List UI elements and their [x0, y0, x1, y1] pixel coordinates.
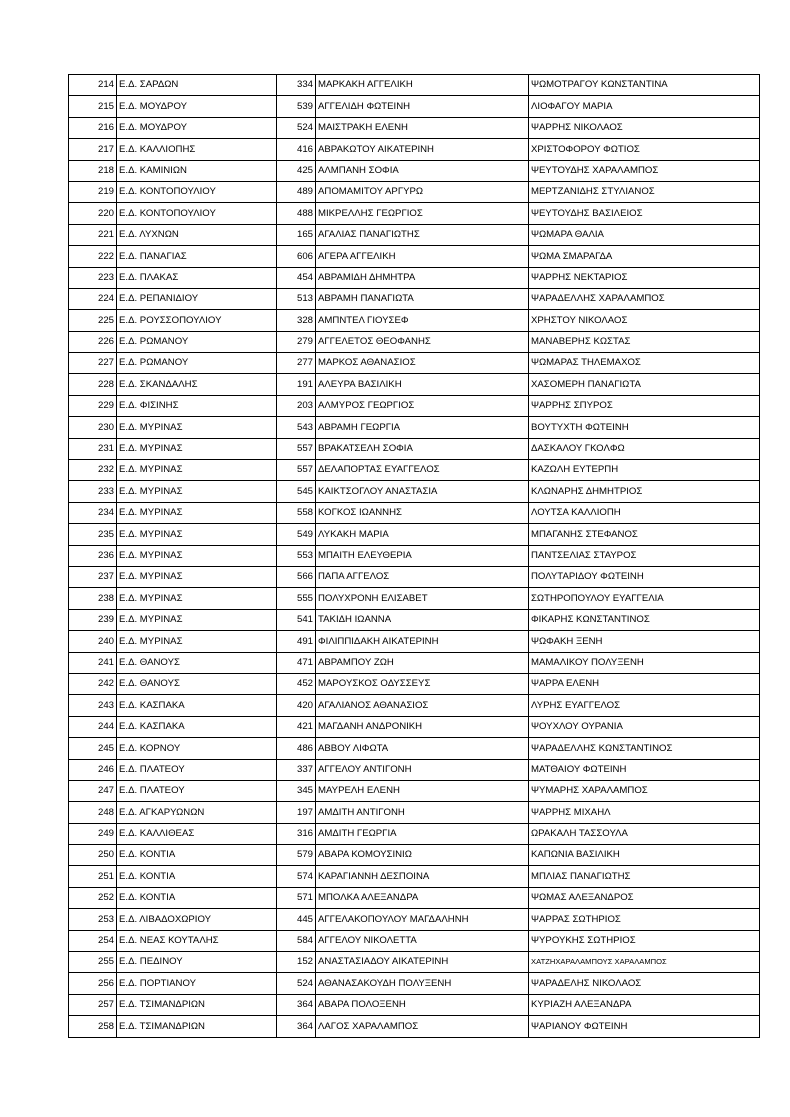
table-row	[69, 994, 760, 1015]
row-number-cell: 244	[69, 716, 117, 737]
code-cell: 543	[277, 417, 316, 438]
table-row	[69, 652, 760, 673]
row-number-cell: 225	[69, 310, 117, 331]
second-person-name-cell: ΨΥΡΟΥΚΗΣ ΣΩΤΗΡΙΟΣ	[529, 930, 760, 951]
area-cell: Ε.Δ. ΚΑΛΛΙΘΕΑΣ	[117, 823, 277, 844]
person-name-cell: ΜΙΚΡΕΛΛΗΣ ΓΕΩΡΓΙΟΣ	[316, 203, 529, 224]
row-number-cell: 221	[69, 224, 117, 245]
row-number-cell: 252	[69, 887, 117, 908]
person-name-cell: ΑΛΜΥΡΟΣ ΓΕΩΡΓΙΟΣ	[316, 395, 529, 416]
table-row	[69, 524, 760, 545]
table-row	[69, 353, 760, 374]
area-cell: Ε.Δ. ΜΥΡΙΝΑΣ	[117, 438, 277, 459]
area-cell: Ε.Δ. ΠΕΔΙΝΟΥ	[117, 952, 277, 973]
table-row	[69, 845, 760, 866]
second-person-name-cell: ΜΕΡΤΖΑΝΙΔΗΣ ΣΤΥΛΙΑΝΟΣ	[529, 181, 760, 202]
row-number-cell: 253	[69, 909, 117, 930]
person-name-cell: ΜΑΡΚΑΚΗ ΑΓΓΕΛΙΚΗ	[316, 75, 529, 96]
code-cell: 337	[277, 759, 316, 780]
code-cell: 513	[277, 288, 316, 309]
row-number-cell: 241	[69, 652, 117, 673]
second-person-name-cell: ΨΑΡΡΗΣ ΜΙΧΑΗΛ	[529, 802, 760, 823]
table-row	[69, 96, 760, 117]
area-cell: Ε.Δ. ΡΩΜΑΝΟΥ	[117, 353, 277, 374]
second-person-name-cell: ΠΟΛΥΤΑΡΙΔΟΥ ΦΩΤΕΙΝΗ	[529, 566, 760, 587]
person-name-cell: ΜΑΥΡΕΛΗ ΕΛΕΝΗ	[316, 780, 529, 801]
row-number-cell: 247	[69, 780, 117, 801]
row-number-cell: 228	[69, 374, 117, 395]
person-name-cell: ΜΑΙΣΤΡΑΚΗ ΕΛΕΝΗ	[316, 117, 529, 138]
code-cell: 421	[277, 716, 316, 737]
person-name-cell: ΑΓΑΛΙΑΝΟΣ ΑΘΑΝΑΣΙΟΣ	[316, 695, 529, 716]
code-cell: 524	[277, 117, 316, 138]
table-row	[69, 823, 760, 844]
code-cell: 557	[277, 460, 316, 481]
area-cell: Ε.Δ. ΜΥΡΙΝΑΣ	[117, 460, 277, 481]
row-number-cell: 234	[69, 502, 117, 523]
row-number-cell: 222	[69, 246, 117, 267]
table-row	[69, 973, 760, 994]
row-number-cell: 245	[69, 738, 117, 759]
area-cell: Ε.Δ. ΣΑΡΔΩΝ	[117, 75, 277, 96]
second-person-name-cell: ΜΑΜΑΛΙΚΟΥ ΠΟΛΥΞΕΝΗ	[529, 652, 760, 673]
second-person-name-cell: ΨΩΜΟΤΡΑΓΟΥ ΚΩΝΣΤΑΝΤΙΝΑ	[529, 75, 760, 96]
code-cell: 541	[277, 609, 316, 630]
person-name-cell: ΤΑΚΙΔΗ ΙΩΑΝΝΑ	[316, 609, 529, 630]
code-cell: 425	[277, 160, 316, 181]
second-person-name-cell: ΨΩΜΑ ΣΜΑΡΑΓΔΑ	[529, 246, 760, 267]
second-person-name-cell: ΧΑΣΟΜΕΡΗ ΠΑΝΑΓΙΩΤΑ	[529, 374, 760, 395]
person-name-cell: ΜΑΡΚΟΣ ΑΘΑΝΑΣΙΟΣ	[316, 353, 529, 374]
code-cell: 454	[277, 267, 316, 288]
code-cell: 416	[277, 139, 316, 160]
person-name-cell: ΑΒΑΡΑ ΚΟΜΟΥΣΙΝΙΩ	[316, 845, 529, 866]
table-row	[69, 930, 760, 951]
table-row	[69, 673, 760, 694]
table-row	[69, 117, 760, 138]
area-cell: Ε.Δ. ΘΑΝΟΥΣ	[117, 652, 277, 673]
table-row	[69, 545, 760, 566]
second-person-name-cell: ΣΩΤΗΡΟΠΟΥΛΟΥ ΕΥΑΓΓΕΛΙΑ	[529, 588, 760, 609]
table-row	[69, 331, 760, 352]
code-cell: 471	[277, 652, 316, 673]
person-name-cell: ΑΒΡΑΜΠΟΥ ΖΩΗ	[316, 652, 529, 673]
person-name-cell: ΑΜΔΙΤΗ ΑΝΤΙΓΟΝΗ	[316, 802, 529, 823]
area-cell: Ε.Δ. ΜΟΥΔΡΟΥ	[117, 117, 277, 138]
second-person-name-cell: ΨΑΡΡΗΣ ΝΙΚΟΛΑΟΣ	[529, 117, 760, 138]
second-person-name-cell: ΨΑΡΑΔΕΛΗΣ ΝΙΚΟΛΑΟΣ	[529, 973, 760, 994]
area-cell: Ε.Δ. ΚΑΣΠΑΚΑ	[117, 716, 277, 737]
document-table	[68, 74, 760, 1038]
person-name-cell: ΛΥΚΑΚΗ ΜΑΡΙΑ	[316, 524, 529, 545]
table-row	[69, 887, 760, 908]
area-cell: Ε.Δ. ΚΟΝΤΟΠΟΥΛΙΟΥ	[117, 181, 277, 202]
table-row	[69, 502, 760, 523]
second-person-name-cell: ΨΩΜΑΣ ΑΛΕΞΑΝΔΡΟΣ	[529, 887, 760, 908]
second-person-name-cell: ΜΑΤΘΑΙΟΥ ΦΩΤΕΙΝΗ	[529, 759, 760, 780]
code-cell: 584	[277, 930, 316, 951]
area-cell: Ε.Δ. ΚΟΝΤΟΠΟΥΛΙΟΥ	[117, 203, 277, 224]
area-cell: Ε.Δ. ΠΛΑΤΕΟΥ	[117, 759, 277, 780]
code-cell: 452	[277, 673, 316, 694]
row-number-cell: 214	[69, 75, 117, 96]
row-number-cell: 223	[69, 267, 117, 288]
row-number-cell: 218	[69, 160, 117, 181]
person-name-cell: ΑΓΓΕΛΑΚΟΠΟΥΛΟΥ ΜΑΓΔΑΛΗΝΗ	[316, 909, 529, 930]
code-cell: 606	[277, 246, 316, 267]
row-number-cell: 238	[69, 588, 117, 609]
code-cell: 165	[277, 224, 316, 245]
code-cell: 334	[277, 75, 316, 96]
code-cell: 486	[277, 738, 316, 759]
code-cell: 328	[277, 310, 316, 331]
person-name-cell: ΜΑΡΟΥΣΚΟΣ ΟΔΥΣΣΕΥΣ	[316, 673, 529, 694]
code-cell: 557	[277, 438, 316, 459]
area-cell: Ε.Δ. ΜΥΡΙΝΑΣ	[117, 631, 277, 652]
row-number-cell: 242	[69, 673, 117, 694]
code-cell: 197	[277, 802, 316, 823]
person-name-cell: ΑΒΒΟΥ ΛΙΦΩΤΑ	[316, 738, 529, 759]
code-cell: 316	[277, 823, 316, 844]
row-number-cell: 243	[69, 695, 117, 716]
person-name-cell: ΑΓΓΕΛΟΥ ΝΙΚΟΛΕΤΤΑ	[316, 930, 529, 951]
area-cell: Ε.Δ. ΦΙΣΙΝΗΣ	[117, 395, 277, 416]
person-name-cell: ΑΛΕΥΡΑ ΒΑΣΙΛΙΚΗ	[316, 374, 529, 395]
row-number-cell: 240	[69, 631, 117, 652]
row-number-cell: 249	[69, 823, 117, 844]
second-person-name-cell: ΩΡΑΚΑΛΗ ΤΑΣΣΟΥΛΑ	[529, 823, 760, 844]
table-row	[69, 310, 760, 331]
person-name-cell: ΑΓΕΡΑ ΑΓΓΕΛΙΚΗ	[316, 246, 529, 267]
second-person-name-cell: ΨΩΜΑΡΑΣ ΤΗΛΕΜΑΧΟΣ	[529, 353, 760, 374]
person-name-cell: ΑΒΡΑΚΩΤΟΥ ΑΙΚΑΤΕΡΙΝΗ	[316, 139, 529, 160]
area-cell: Ε.Δ. ΠΑΝΑΓΙΑΣ	[117, 246, 277, 267]
area-cell: Ε.Δ. ΜΥΡΙΝΑΣ	[117, 524, 277, 545]
person-name-cell: ΒΡΑΚΑΤΣΕΛΗ ΣΟΦΙΑ	[316, 438, 529, 459]
table-row	[69, 588, 760, 609]
area-cell: Ε.Δ. ΤΣΙΜΑΝΔΡΙΩΝ	[117, 1016, 277, 1037]
table-body	[69, 75, 760, 1038]
person-name-cell: ΜΠΑΙΤΗ ΕΛΕΥΘΕΡΙΑ	[316, 545, 529, 566]
code-cell: 571	[277, 887, 316, 908]
code-cell: 345	[277, 780, 316, 801]
second-person-name-cell: ΠΑΝΤΣΕΛΙΑΣ ΣΤΑΥΡΟΣ	[529, 545, 760, 566]
table-row	[69, 246, 760, 267]
person-name-cell: ΑΜΔΙΤΗ ΓΕΩΡΓΙΑ	[316, 823, 529, 844]
area-cell: Ε.Δ. ΠΛΑΤΕΟΥ	[117, 780, 277, 801]
code-cell: 491	[277, 631, 316, 652]
table-row	[69, 75, 760, 96]
area-cell: Ε.Δ. ΜΥΡΙΝΑΣ	[117, 588, 277, 609]
person-name-cell: ΑΝΑΣΤΑΣΙΑΔΟΥ ΑΙΚΑΤΕΡΙΝΗ	[316, 952, 529, 973]
area-cell: Ε.Δ. ΘΑΝΟΥΣ	[117, 673, 277, 694]
second-person-name-cell: ΨΟΥΧΛΟΥ ΟΥΡΑΝΙΑ	[529, 716, 760, 737]
row-number-cell: 217	[69, 139, 117, 160]
area-cell: Ε.Δ. ΚΟΝΤΙΑ	[117, 866, 277, 887]
code-cell: 545	[277, 481, 316, 502]
second-person-name-cell: ΒΟΥΤΥΧΤΗ ΦΩΤΕΙΝΗ	[529, 417, 760, 438]
table-row	[69, 952, 760, 973]
area-cell: Ε.Δ. ΑΓΚΑΡΥΩΝΩΝ	[117, 802, 277, 823]
table-row	[69, 716, 760, 737]
row-number-cell: 231	[69, 438, 117, 459]
code-cell: 488	[277, 203, 316, 224]
second-person-name-cell: ΨΑΡΙΑΝΟΥ ΦΩΤΕΙΝΗ	[529, 1016, 760, 1037]
second-person-name-cell: ΧΡΙΣΤΟΦΟΡΟΥ ΦΩΤΙΟΣ	[529, 139, 760, 160]
person-name-cell: ΜΑΓΔΑΝΗ ΑΝΔΡΟΝΙΚΗ	[316, 716, 529, 737]
second-person-name-cell: ΜΠΑΓΑΝΗΣ ΣΤΕΦΑΝΟΣ	[529, 524, 760, 545]
person-name-cell: ΠΑΠΑ ΑΓΓΕΛΟΣ	[316, 566, 529, 587]
second-person-name-cell: ΨΩΜΑΡΑ ΘΑΛΙΑ	[529, 224, 760, 245]
area-cell: Ε.Δ. ΡΕΠΑΝΙΔΙΟΥ	[117, 288, 277, 309]
second-person-name-cell: ΛΙΟΦΑΓΟΥ ΜΑΡΙΑ	[529, 96, 760, 117]
table-row	[69, 609, 760, 630]
area-cell: Ε.Δ. ΚΟΡΝΟΥ	[117, 738, 277, 759]
area-cell: Ε.Δ. ΡΟΥΣΣΟΠΟΥΛΙΟΥ	[117, 310, 277, 331]
code-cell: 539	[277, 96, 316, 117]
table-row	[69, 566, 760, 587]
second-person-name-cell: ΚΑΖΩΛΗ ΕΥΤΕΡΠΗ	[529, 460, 760, 481]
code-cell: 364	[277, 994, 316, 1015]
area-cell: Ε.Δ. ΜΟΥΔΡΟΥ	[117, 96, 277, 117]
second-person-name-cell: ΨΑΡΡΗΣ ΣΠΥΡΟΣ	[529, 395, 760, 416]
area-cell: Ε.Δ. ΜΥΡΙΝΑΣ	[117, 417, 277, 438]
area-cell: Ε.Δ. ΡΩΜΑΝΟΥ	[117, 331, 277, 352]
area-cell: Ε.Δ. ΜΥΡΙΝΑΣ	[117, 502, 277, 523]
person-name-cell: ΠΟΛΥΧΡΟΝΗ ΕΛΙΣΑΒΕΤ	[316, 588, 529, 609]
area-cell: Ε.Δ. ΝΕΑΣ ΚΟΥΤΑΛΗΣ	[117, 930, 277, 951]
code-cell: 553	[277, 545, 316, 566]
area-cell: Ε.Δ. ΛΙΒΑΔΟΧΩΡΙΟΥ	[117, 909, 277, 930]
row-number-cell: 232	[69, 460, 117, 481]
table-row	[69, 1016, 760, 1037]
table-row	[69, 481, 760, 502]
code-cell: 555	[277, 588, 316, 609]
row-number-cell: 255	[69, 952, 117, 973]
table-row	[69, 267, 760, 288]
row-number-cell: 233	[69, 481, 117, 502]
table-row	[69, 780, 760, 801]
table-row	[69, 802, 760, 823]
person-name-cell: ΑΘΑΝΑΣΑΚΟΥΔΗ ΠΟΛΥΞΕΝΗ	[316, 973, 529, 994]
table-row	[69, 631, 760, 652]
person-name-cell: ΚΟΓΚΟΣ ΙΩΑΝΝΗΣ	[316, 502, 529, 523]
row-number-cell: 250	[69, 845, 117, 866]
row-number-cell: 246	[69, 759, 117, 780]
code-cell: 558	[277, 502, 316, 523]
person-name-cell: ΜΠΟΛΚΑ ΑΛΕΞΑΝΔΡΑ	[316, 887, 529, 908]
area-cell: Ε.Δ. ΠΟΡΤΙΑΝΟΥ	[117, 973, 277, 994]
table-row	[69, 417, 760, 438]
code-cell: 489	[277, 181, 316, 202]
code-cell: 420	[277, 695, 316, 716]
person-name-cell: ΔΕΛΑΠΟΡΤΑΣ ΕΥΑΓΓΕΛΟΣ	[316, 460, 529, 481]
table-row	[69, 909, 760, 930]
row-number-cell: 257	[69, 994, 117, 1015]
code-cell: 549	[277, 524, 316, 545]
area-cell: Ε.Δ. ΜΥΡΙΝΑΣ	[117, 481, 277, 502]
person-name-cell: ΑΒΑΡΑ ΠΟΛΟΞΕΝΗ	[316, 994, 529, 1015]
second-person-name-cell: ΨΕΥΤΟΥΔΗΣ ΧΑΡΑΛΑΜΠΟΣ	[529, 160, 760, 181]
table-row	[69, 866, 760, 887]
table-row	[69, 759, 760, 780]
person-name-cell: ΑΒΡΑΜΗ ΠΑΝΑΓΙΩΤΑ	[316, 288, 529, 309]
second-person-name-cell: ΨΑΡΡΑ ΕΛΕΝΗ	[529, 673, 760, 694]
area-cell: Ε.Δ. ΠΛΑΚΑΣ	[117, 267, 277, 288]
row-number-cell: 256	[69, 973, 117, 994]
table-row	[69, 203, 760, 224]
table-row	[69, 288, 760, 309]
person-name-cell: ΑΒΡΑΜΙΔΗ ΔΗΜΗΤΡΑ	[316, 267, 529, 288]
row-number-cell: 230	[69, 417, 117, 438]
code-cell: 277	[277, 353, 316, 374]
row-number-cell: 237	[69, 566, 117, 587]
row-number-cell: 229	[69, 395, 117, 416]
table-row	[69, 460, 760, 481]
second-person-name-cell: ΜΠΛΙΑΣ ΠΑΝΑΓΙΩΤΗΣ	[529, 866, 760, 887]
row-number-cell: 251	[69, 866, 117, 887]
table-row	[69, 395, 760, 416]
area-cell: Ε.Δ. ΜΥΡΙΝΑΣ	[117, 566, 277, 587]
second-person-name-cell: ΚΑΠΩΝΙΑ ΒΑΣΙΛΙΚΗ	[529, 845, 760, 866]
second-person-name-cell: ΨΑΡΡΗΣ ΝΕΚΤΑΡΙΟΣ	[529, 267, 760, 288]
code-cell: 152	[277, 952, 316, 973]
person-name-cell: ΑΜΠΝΤΕΛ ΓΙΟΥΣΕΦ	[316, 310, 529, 331]
second-person-name-cell: ΨΑΡΡΑΣ ΣΩΤΗΡΙΟΣ	[529, 909, 760, 930]
code-cell: 566	[277, 566, 316, 587]
person-name-cell: ΑΠΟΜΑΜΙΤΟΥ ΑΡΓΥΡΩ	[316, 181, 529, 202]
code-cell: 579	[277, 845, 316, 866]
table-row	[69, 738, 760, 759]
table-row	[69, 181, 760, 202]
code-cell: 279	[277, 331, 316, 352]
second-person-name-cell: ΨΕΥΤΟΥΔΗΣ ΒΑΣΙΛΕΙΟΣ	[529, 203, 760, 224]
area-cell: Ε.Δ. ΣΚΑΝΔΑΛΗΣ	[117, 374, 277, 395]
table-row	[69, 160, 760, 181]
person-name-cell: ΑΒΡΑΜΗ ΓΕΩΡΓΙΑ	[316, 417, 529, 438]
person-name-cell: ΑΓΓΕΛΕΤΟΣ ΘΕΟΦΑΝΗΣ	[316, 331, 529, 352]
second-person-name-cell: ΧΑΤΖΗΧΑΡΑΛΑΜΠΟΥΣ ΧΑΡΑΛΑΜΠΟΣ	[529, 952, 760, 973]
row-number-cell: 258	[69, 1016, 117, 1037]
row-number-cell: 248	[69, 802, 117, 823]
area-cell: Ε.Δ. ΚΟΝΤΙΑ	[117, 887, 277, 908]
person-name-cell: ΚΑΙΚΤΣΟΓΛΟΥ ΑΝΑΣΤΑΣΙΑ	[316, 481, 529, 502]
person-name-cell: ΛΑΓΟΣ ΧΑΡΑΛΑΜΠΟΣ	[316, 1016, 529, 1037]
person-name-cell: ΑΛΜΠΑΝΗ ΣΟΦΙΑ	[316, 160, 529, 181]
area-cell: Ε.Δ. ΜΥΡΙΝΑΣ	[117, 609, 277, 630]
second-person-name-cell: ΨΑΡΑΔΕΛΛΗΣ ΧΑΡΑΛΑΜΠΟΣ	[529, 288, 760, 309]
row-number-cell: 235	[69, 524, 117, 545]
table-row	[69, 139, 760, 160]
table-row	[69, 695, 760, 716]
area-cell: Ε.Δ. ΛΥΧΝΩΝ	[117, 224, 277, 245]
person-name-cell: ΚΑΡΑΓΙΑΝΝΗ ΔΕΣΠΟΙΝΑ	[316, 866, 529, 887]
row-number-cell: 227	[69, 353, 117, 374]
code-cell: 203	[277, 395, 316, 416]
second-person-name-cell: ΧΡΗΣΤΟΥ ΝΙΚΟΛΑΟΣ	[529, 310, 760, 331]
person-name-cell: ΦΙΛΙΠΠΙΔΑΚΗ ΑΙΚΑΤΕΡΙΝΗ	[316, 631, 529, 652]
second-person-name-cell: ΦΙΚΑΡΗΣ ΚΩΝΣΤΑΝΤΙΝΟΣ	[529, 609, 760, 630]
area-cell: Ε.Δ. ΚΑΜΙΝΙΩΝ	[117, 160, 277, 181]
table-row	[69, 374, 760, 395]
code-cell: 574	[277, 866, 316, 887]
area-cell: Ε.Δ. ΚΑΣΠΑΚΑ	[117, 695, 277, 716]
table-row	[69, 438, 760, 459]
row-number-cell: 226	[69, 331, 117, 352]
second-person-name-cell: ΔΑΣΚΑΛΟΥ ΓΚΟΛΦΩ	[529, 438, 760, 459]
second-person-name-cell: ΚΥΡΙΑΖΗ ΑΛΕΞΑΝΔΡΑ	[529, 994, 760, 1015]
row-number-cell: 239	[69, 609, 117, 630]
row-number-cell: 254	[69, 930, 117, 951]
table-row	[69, 224, 760, 245]
second-person-name-cell: ΨΩΦΑΚΗ ΞΕΝΗ	[529, 631, 760, 652]
area-cell: Ε.Δ. ΚΑΛΛΙΟΠΗΣ	[117, 139, 277, 160]
row-number-cell: 216	[69, 117, 117, 138]
code-cell: 445	[277, 909, 316, 930]
second-person-name-cell: ΨΑΡΑΔΕΛΛΗΣ ΚΩΝΣΤΑΝΤΙΝΟΣ	[529, 738, 760, 759]
row-number-cell: 215	[69, 96, 117, 117]
person-name-cell: ΑΓΓΕΛΟΥ ΑΝΤΙΓΟΝΗ	[316, 759, 529, 780]
second-person-name-cell: ΨΥΜΑΡΗΣ ΧΑΡΑΛΑΜΠΟΣ	[529, 780, 760, 801]
area-cell: Ε.Δ. ΜΥΡΙΝΑΣ	[117, 545, 277, 566]
code-cell: 191	[277, 374, 316, 395]
area-cell: Ε.Δ. ΤΣΙΜΑΝΔΡΙΩΝ	[117, 994, 277, 1015]
area-cell: Ε.Δ. ΚΟΝΤΙΑ	[117, 845, 277, 866]
code-cell: 364	[277, 1016, 316, 1037]
second-person-name-cell: ΚΛΩΝΑΡΗΣ ΔΗΜΗΤΡΙΟΣ	[529, 481, 760, 502]
row-number-cell: 219	[69, 181, 117, 202]
second-person-name-cell: ΛΟΥΤΣΑ ΚΑΛΛΙΟΠΗ	[529, 502, 760, 523]
person-name-cell: ΑΓΑΛΙΑΣ ΠΑΝΑΓΙΩΤΗΣ	[316, 224, 529, 245]
row-number-cell: 224	[69, 288, 117, 309]
row-number-cell: 220	[69, 203, 117, 224]
row-number-cell: 236	[69, 545, 117, 566]
code-cell: 524	[277, 973, 316, 994]
second-person-name-cell: ΛΥΡΗΣ ΕΥΑΓΓΕΛΟΣ	[529, 695, 760, 716]
person-name-cell: ΑΓΓΕΛΙΔΗ ΦΩΤΕΙΝΗ	[316, 96, 529, 117]
second-person-name-cell: ΜΑΝΑΒΕΡΗΣ ΚΩΣΤΑΣ	[529, 331, 760, 352]
